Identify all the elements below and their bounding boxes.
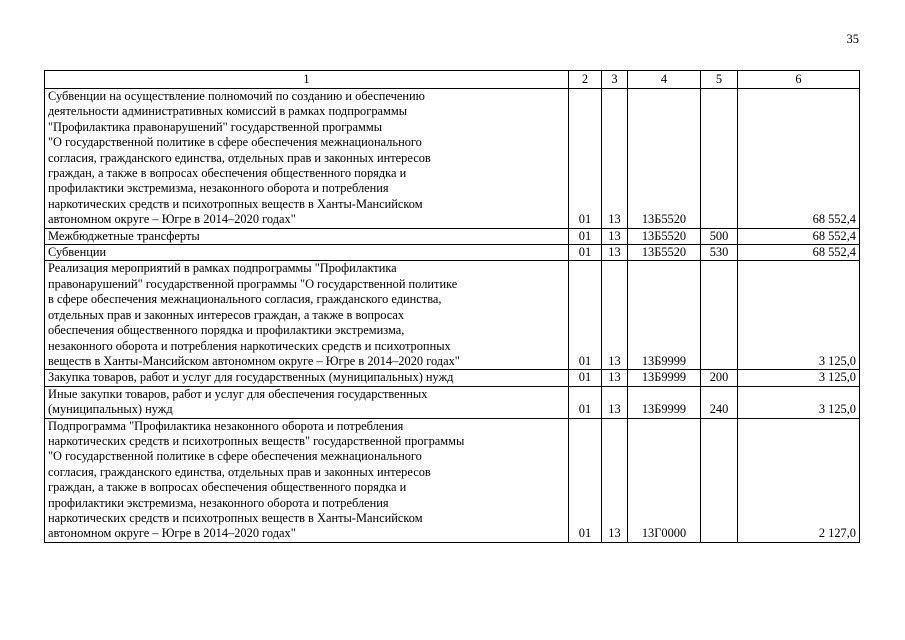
row-amount: 2 127,0 [738,418,860,542]
description-line: Межбюджетные трансферты [48,228,200,243]
row-section-code: 01 [569,245,602,261]
header-col-3: 3 [602,71,628,89]
row-expense-type: 530 [701,245,738,261]
row-description [45,89,569,229]
description-line: в сфере обеспечения межнационального согласия, гражданского единства, [48,292,442,307]
header-col-5: 5 [701,71,738,89]
row-amount: 68 552,4 [738,245,860,261]
row-subsection-code: 13 [602,261,628,370]
row-expense-type [701,89,738,229]
description-line: "О государственной политике в сфере обеспечения межнационального [48,135,422,150]
description-line: автономном округе – Югре в 2014–2020 годах" [48,526,296,541]
description-line: Закупка товаров, работ и услуг для государственных (муниципальных) нужд [48,370,454,385]
description-line: деятельности административных комиссий в рамках подпрограммы [48,104,408,119]
table-row [45,89,860,229]
description-line: Иные закупки товаров, работ и услуг для обеспечения государственных [48,386,428,401]
description-line: (муниципальных) нужд [48,402,173,417]
row-subsection-code: 13 [602,418,628,542]
row-target-article: 13Г0000 [628,418,701,542]
description-line: граждан, а также в вопросах обеспечения общественного порядка и [48,480,407,495]
row-amount: 68 552,4 [738,228,860,244]
row-section-code: 01 [569,386,602,418]
table-row [45,228,860,244]
row-subsection-code: 13 [602,386,628,418]
table-row [45,386,860,418]
row-target-article: 13Б9999 [628,370,701,386]
description-line: "Профилактика правонарушений" государственной программы [48,119,383,134]
row-expense-type [701,261,738,370]
description-line: Подпрограмма "Профилактика незаконного оборота и потребления [48,418,404,433]
row-section-code: 01 [569,418,602,542]
description-line: профилактики экстремизма, незаконного оборота и потребления [48,495,389,510]
description-line: профилактики экстремизма, незаконного оборота и потребления [48,181,389,196]
description-line: отдельных прав и законных интересов граждан, а также в вопросах [48,307,405,322]
table-row [45,418,860,542]
row-target-article: 13Б9999 [628,386,701,418]
description-line: согласия, гражданского единства, отдельных прав и законных интересов [48,150,431,165]
row-expense-type: 200 [701,370,738,386]
row-description [45,228,569,244]
row-description [45,261,569,370]
budget-table [44,70,860,543]
row-description [45,370,569,386]
page-number: 35 [846,32,859,46]
row-description [45,418,569,542]
table-body [45,89,860,543]
row-description [45,386,569,418]
table-row [45,261,860,370]
header-col-1: 1 [45,71,569,89]
description-line: незаконного оборота и потребления наркотических средств и психотропных [48,338,451,353]
description-line: "О государственной политике в сфере обеспечения межнационального [48,449,422,464]
description-line: согласия, гражданского единства, отдельных прав и законных интересов [48,464,431,479]
row-target-article: 13Б5520 [628,245,701,261]
row-amount: 3 125,0 [738,386,860,418]
row-section-code: 01 [569,89,602,229]
description-line: наркотических средств и психотропных веществ в Ханты-Мансийском [48,196,423,211]
description-line: веществ в Ханты-Мансийском автономном округе – Югре в 2014–2020 годах" [48,353,460,368]
table-row [45,245,860,261]
row-target-article: 13Б5520 [628,228,701,244]
row-description [45,245,569,261]
row-section-code: 01 [569,228,602,244]
row-subsection-code: 13 [602,228,628,244]
header-col-2: 2 [569,71,602,89]
description-line: обеспечения общественного порядка и профилактики экстремизма, [48,323,405,338]
row-expense-type [701,418,738,542]
row-subsection-code: 13 [602,89,628,229]
description-line: Субвенции [48,245,107,260]
row-expense-type: 240 [701,386,738,418]
description-line: автономном округе – Югре в 2014–2020 годах" [48,212,296,227]
header-col-4: 4 [628,71,701,89]
description-line: наркотических средств и психотропных веществ" государственной программы [48,433,465,448]
description-line: правонарушений" государственной программы "О государственной политике [48,276,458,291]
row-section-code: 01 [569,370,602,386]
row-subsection-code: 13 [602,245,628,261]
description-line: Реализация мероприятий в рамках подпрограммы "Профилактика [48,261,397,276]
description-line: Субвенции на осуществление полномочий по созданию и обеспечению [48,89,425,103]
row-subsection-code: 13 [602,370,628,386]
description-line: граждан, а также в вопросах обеспечения общественного порядка и [48,166,407,181]
row-amount: 68 552,4 [738,89,860,229]
row-amount: 3 125,0 [738,370,860,386]
row-amount: 3 125,0 [738,261,860,370]
table-row [45,370,860,386]
row-target-article: 13Б5520 [628,89,701,229]
table-header-row [45,71,860,89]
header-col-6: 6 [738,71,860,89]
row-target-article: 13Б9999 [628,261,701,370]
row-expense-type: 500 [701,228,738,244]
description-line: наркотических средств и психотропных веществ в Ханты-Мансийском [48,510,423,525]
row-section-code: 01 [569,261,602,370]
